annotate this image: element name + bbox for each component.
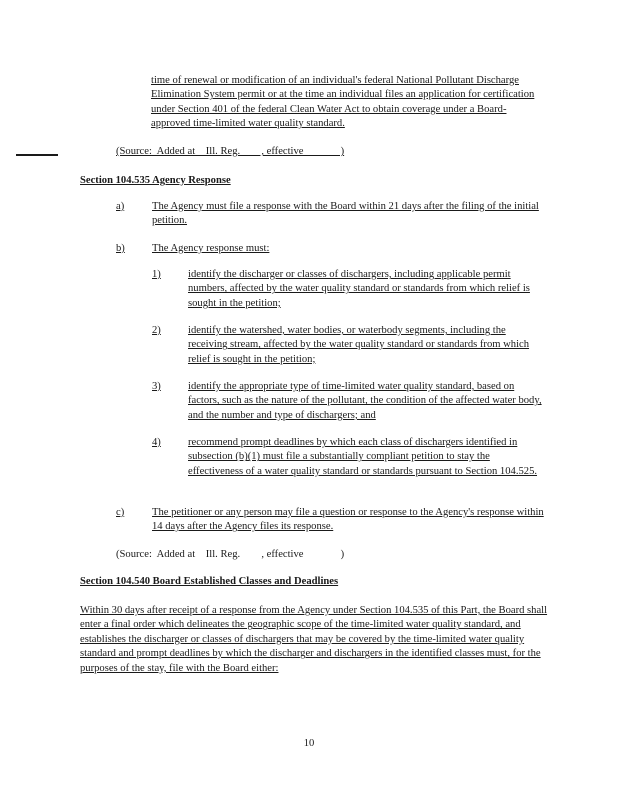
item-1-text: identify the discharger or classes of dischargers, including applicable permit numbers, affected by the water quality standard or standards from which relief is sought in the petition;: [188, 269, 530, 309]
subsection-c-label: c): [116, 507, 125, 518]
item-2-text: identify the watershed, water bodies, or waterbody segments, including the receiving stream, affected by the water quality standard or standards from which relief is sought in the petition;: [188, 325, 530, 365]
section-104-535-heading: Section 104.535 Agency Response: [80, 175, 231, 186]
source-note-2-text: (Source: Added at Ill. Reg. , effective ): [116, 549, 345, 560]
top-paragraph: time of renewal or modification of an individual's federal National Pollutant Discharge Elimination System permit or at the time an individual files an application for certification under Section 401 of the federal Clean Water Act to obtain coverage under a Board-approved time-limited water quality standard.: [151, 75, 535, 130]
subsection-a-label: a): [116, 201, 125, 212]
subsection-c-text: The petitioner or any person may file a question or response to the Agency's response within 14 days after the Agency files its response.: [152, 507, 544, 533]
subsection-b-label: b): [116, 243, 125, 254]
margin-change-bar: [16, 154, 58, 156]
item-3-text: identify the appropriate type of time-limited water quality standard, based on factors, such as the nature of the pollutant, the condition of the affected water body, and the number and type of dischargers; and: [188, 381, 542, 421]
item-4-text: recommend prompt deadlines by which each class of dischargers identified in subsection (b)(1) must file a substantially compliant petition to stay the effectiveness of a water quality standard or standards pursuant to Section 104.525.: [188, 437, 538, 477]
source-note-1-text: (Source: Added at Ill. Reg. , effective ): [116, 146, 345, 157]
section-104-540-paragraph: Within 30 days after receipt of a response from the Agency under Section 104.535 of this Part, the Board shall enter a final order which delineates the geographic scope of the time-limited water quality standard, and establishes the discharger or classes of dischargers that may be covered by the time-limited water quality standard and prompt deadlines by which the discharger and dischargers in the identified classes must, for the purposes of the stay, file with the Board either:: [80, 605, 548, 674]
item-3-label: 3): [152, 381, 161, 392]
subsection-b-text: The Agency response must:: [152, 243, 270, 254]
source-note-2: [116, 548, 496, 562]
item-4-label: 4): [152, 437, 161, 448]
item-1-label: 1): [152, 269, 161, 280]
page-number: 10: [303, 738, 315, 749]
section-104-540-heading: Section 104.540 Board Established Classes and Deadlines: [80, 576, 339, 587]
subsection-a-text: The Agency must file a response with the Board within 21 days after the filing of the initial petition.: [152, 201, 539, 227]
item-2-label: 2): [152, 325, 161, 336]
source-note-1: [116, 145, 496, 159]
